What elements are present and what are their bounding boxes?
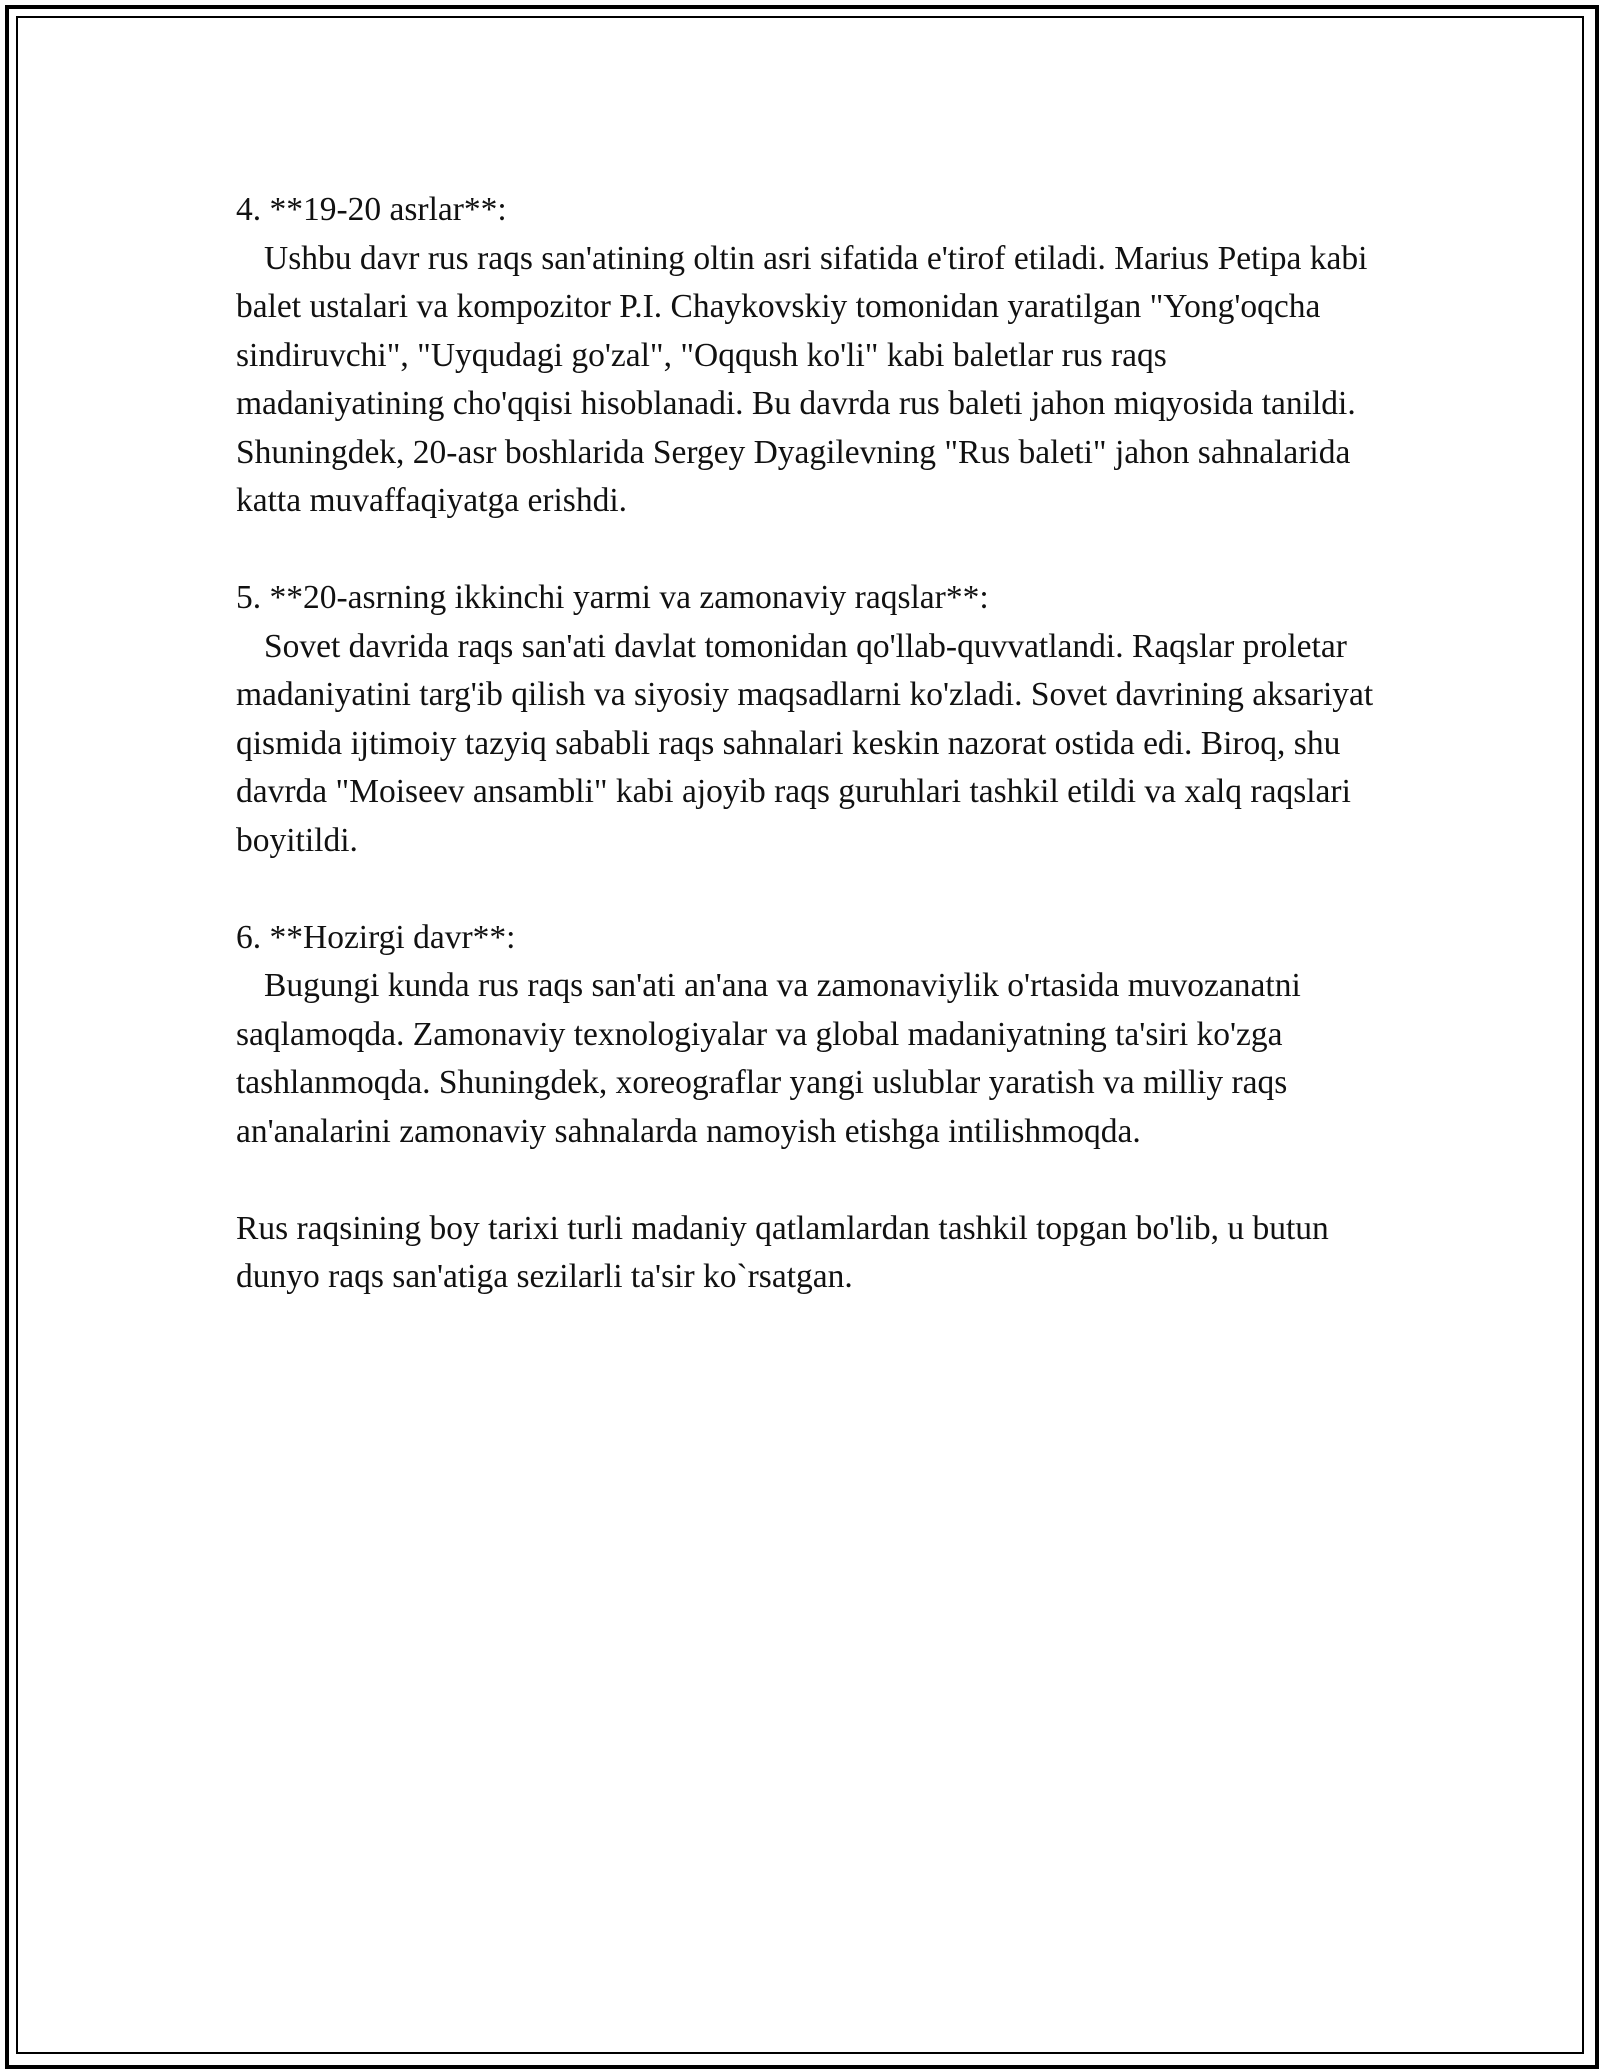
section-20-asr-ikkinchi-yarmi bbox=[236, 574, 1376, 865]
section-paragraph: Sovet davrida raqs san'ati davlat tomonidan qo'llab-quvvatlandi. Raqslar proletar madaniyatini targ'ib qilish va siyosiy maqsadlarni ko'zladi. Sovet davrining aksariyat qismida ijtimoiy tazyiq sababli raqs sahnalari keskin nazorat ostida edi. Biroq, shu davrda "Moiseev ansambli" kabi ajoyib raqs guruhlari tashkil etildi va xalq raqslari boyitildi. bbox=[236, 627, 1374, 859]
section-heading: 4. **19-20 asrlar**: bbox=[236, 191, 507, 228]
section-heading: 6. **Hozirgi davr**: bbox=[236, 918, 516, 956]
section-heading: 5. **20-asrning ikkinchi yarmi va zamonaviy raqslar**: bbox=[236, 579, 989, 616]
section-paragraph: Bugungi kunda rus raqs san'ati an'ana va zamonaviylik o'rtasida muvozanatni saqlamoqda. Zamonaviy texnologiyalar va global madaniyatning ta'siri ko'zga tashlanmoqda. Shuningdek, xoreograflar yangi uslublar yaratish va milliy raqs an'analarini zamonaviy sahnalarda namoyish etishga intilishmoqda. bbox=[236, 967, 1301, 1150]
section-19-20-asrlar bbox=[236, 186, 1376, 526]
section-hozirgi-davr bbox=[236, 914, 1376, 1157]
document-body bbox=[236, 186, 1376, 1302]
closing-paragraph: Rus raqsining boy tarixi turli madaniy qatlamlardan tashkil topgan bo'lib, u butun dunyo raqs san'atiga sezilarli ta'sir ko`rsatgan. bbox=[236, 1209, 1329, 1295]
section-paragraph: Ushbu davr rus raqs san'atining oltin asri sifatida e'tirof etiladi. Marius Petipa kabi balet ustalari va kompozitor P.I. Chaykovskiy tomonidan yaratilgan "Yong'oqcha sindiruvchi", "Uyqudagi go'zal", "Oqqush ko'li" kabi baletlar rus raqs madaniyatining cho'qqisi hisoblanadi. Bu davrda rus baleti jahon miqyosida tanildi. Shuningdek, 20-asr boshlarida Sergey Dyagilevning "Rus baleti" jahon sahnalarida katta muvaffaqiyatga erishdi. bbox=[236, 239, 1368, 519]
